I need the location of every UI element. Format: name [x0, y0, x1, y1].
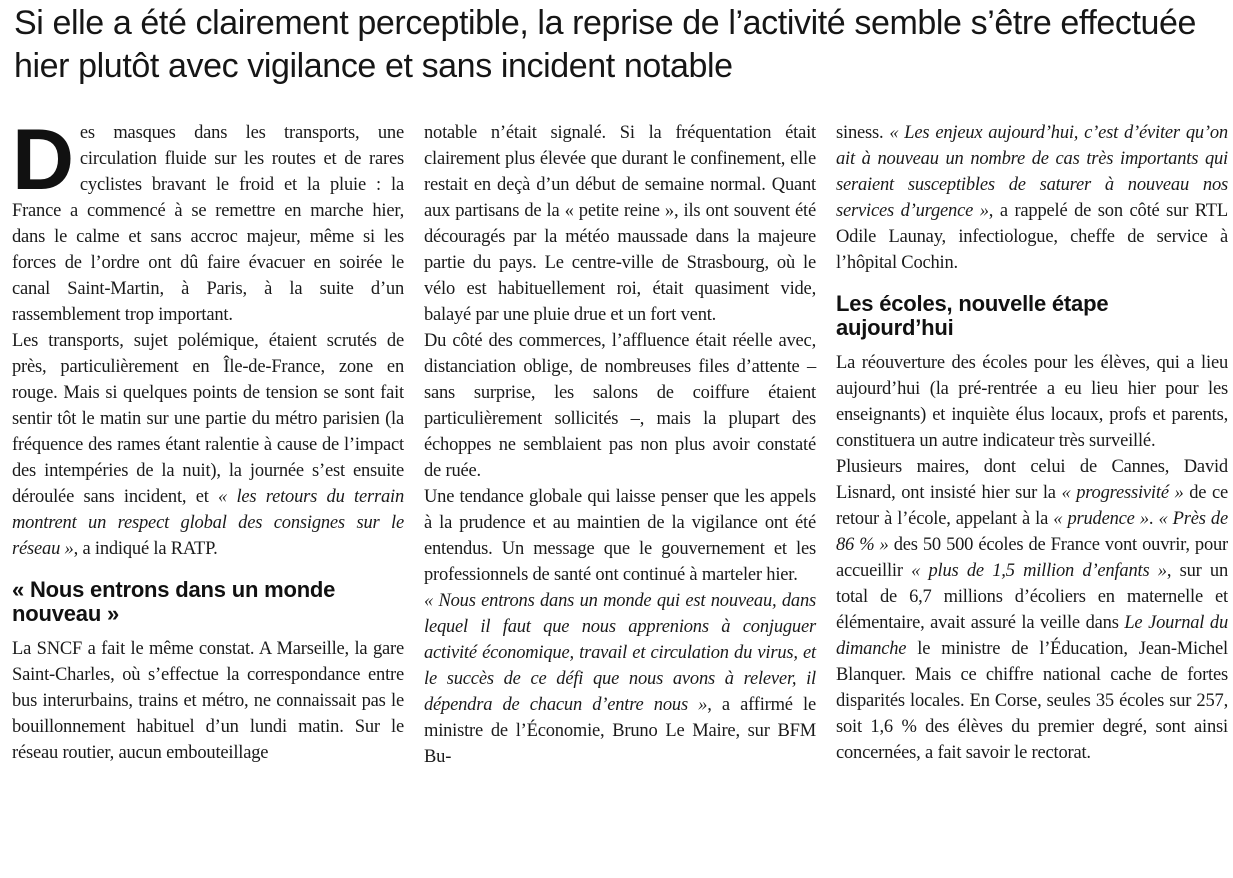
transports-text: Les transports, sujet polémique, étaient scrutés de près, particulièrement en Île-de-France, zone en rouge. Mais si quelques points de tension se sont fait sentir tôt le matin sur une partie du métro parisien (la fréquence des rames étant ralentie à cause de l’impact des intempéries de la nuit), la journée s’est ensuite déroulée sans incident, et: [12, 331, 404, 507]
paragraph-maires: [836, 454, 1228, 766]
transports-text-end: , a indiqué la RATP.: [73, 539, 218, 559]
prudence-quote: « prudence »: [1053, 509, 1149, 529]
frequentation-text-end: , ils ont souvent été découragés par la météo maussade dans la majeure partie du pays. Le centre-ville de Strasbourg, où le vélo est habituellement roi, était quasiment vide, balayé par une pluie drue et un fort vent.: [424, 201, 816, 325]
le-maire-quote: « Nous entrons dans un monde qui est nouveau, dans lequel il faut que nous apprenions à conjuguer activité économique, travail et circulation du virus, et le succès de ce défi que nous avons à relever, il dépendra de chacun d’entre nous »: [424, 591, 816, 715]
ratp-quote: « les retours du terrain montrent un respect global des consignes sur le réseau »: [12, 487, 404, 559]
paragraph-frequentation: [424, 120, 816, 328]
headline: Si elle a été clairement perceptible, la reprise de l’activité semble s’être effectuée hier plutôt avec vigilance et sans incident notable: [14, 4, 1197, 85]
column-3: [836, 120, 1228, 766]
maires-text-f: le ministre de l’Éducation, Jean-Michel Blanquer. Mais ce chiffre national cache de fortes disparités locales. En Corse, seules 35 écoles sur 257, soit 1,6 % des élèves du premier degré, sont ainsi concernées, a fait savoir le rectorat.: [836, 639, 1228, 763]
subhead-monde-nouveau: « Nous entrons dans un monde nouveau »: [12, 577, 336, 626]
maires-text-a: Plusieurs maires, dont celui de Cannes, David Lisnard, ont insisté hier sur la: [836, 457, 1228, 503]
progressivite-quote: « progressivité »: [1061, 483, 1184, 503]
sncf-text: La SNCF a fait le même constat. A Marseille, la gare Saint-Charles, où s’effectue la correspondance entre bus interurbains, trains et métro, ne connaissait pas le bouillonnement habituel d’un lundi matin. Sur le réseau routier, aucun embouteillage: [12, 639, 404, 763]
maires-text-d: des 50 500 écoles de France vont ouvrir, pour accueillir: [836, 535, 1229, 581]
column-1: [12, 112, 404, 766]
paragraph-commerces: [424, 328, 816, 484]
journal-du-dimanche-title: Le Journal du dimanche: [836, 613, 1228, 659]
maires-text-e: , sur un total de 6,7 millions d’écoliers en maternelle et élémentaire, avait assuré la veille dans: [836, 561, 1228, 633]
commerces-text: Du côté des commerces, l’affluence était réelle avec, distanciation oblige, de nombreuses files d’attente – sans surprise, les salons de coiffure étaient particulièrement sollicités –, mais la plupart des échoppes ne semblaient pas non plus avoir constaté de ruée.: [424, 331, 816, 481]
paragraph-sncf: [12, 636, 404, 766]
subhead-ecoles: Les écoles, nouvelle étape aujourd’hui: [836, 291, 1109, 340]
pres-de-86-quote: « Près de 86 % »: [836, 509, 1228, 555]
maires-text-b: de ce retour à l’école, appelant à la: [836, 483, 1229, 529]
frequentation-text: notable n’était signalé. Si la fréquentation était clairement plus élevée que durant le confinement, elle restait en deçà d’un début de semaine normal. Quant aux partisans de la: [424, 123, 816, 221]
launay-text-start: siness.: [836, 123, 890, 143]
petite-reine-quote: « petite reine »: [564, 201, 674, 221]
paragraph-le-maire: [424, 588, 816, 770]
paragraph-launay: [836, 120, 1228, 276]
paragraph-transports: [12, 328, 404, 562]
launay-text-end: , a rappelé de son côté sur RTL Odile Launay, infectiologue, cheffe de service à l’hôpital Cochin.: [836, 201, 1229, 273]
million-enfants-quote: « plus de 1,5 million d’enfants »: [911, 561, 1167, 581]
launay-quote: « Les enjeux aujourd’hui, c’est d’éviter qu’on ait à nouveau un nombre de cas très importants qui seraient susceptibles de saturer à nouveau nos services d’urgence »: [836, 123, 1228, 221]
drop-cap: D: [12, 112, 74, 208]
paragraph-reouverture: [836, 350, 1228, 454]
paragraph-tendance: [424, 484, 816, 588]
tendance-text: Une tendance globale qui laisse penser que les appels à la prudence et au maintien de la vigilance ont été entendus. Un message que le gouvernement et les professionnels de santé ont continué à marteler hier.: [424, 487, 816, 585]
maires-text-c: .: [1148, 509, 1159, 529]
paragraph-intro: [12, 112, 404, 328]
le-maire-text: , a affirmé le ministre de l’Économie, Bruno Le Maire, sur BFM Bu-: [424, 695, 816, 767]
column-2: [424, 120, 816, 770]
reouverture-text: La réouverture des écoles pour les élèves, qui a lieu aujourd’hui (la pré-rentrée a eu lieu hier pour les enseignants) et inquiète élus locaux, profs et parents, constituera un autre indicateur très surveillé.: [836, 353, 1228, 451]
intro-text: es masques dans les transports, une circulation fluide sur les routes et de rares cyclistes bravant le froid et la pluie : la France a commencé à se remettre en marche hier, dans le calme et sans accroc majeur, même si les forces de l’ordre ont dû faire évacuer en soirée le canal Saint-Martin, à Paris, à la suite d’un rassemblement trop important.: [12, 123, 404, 325]
